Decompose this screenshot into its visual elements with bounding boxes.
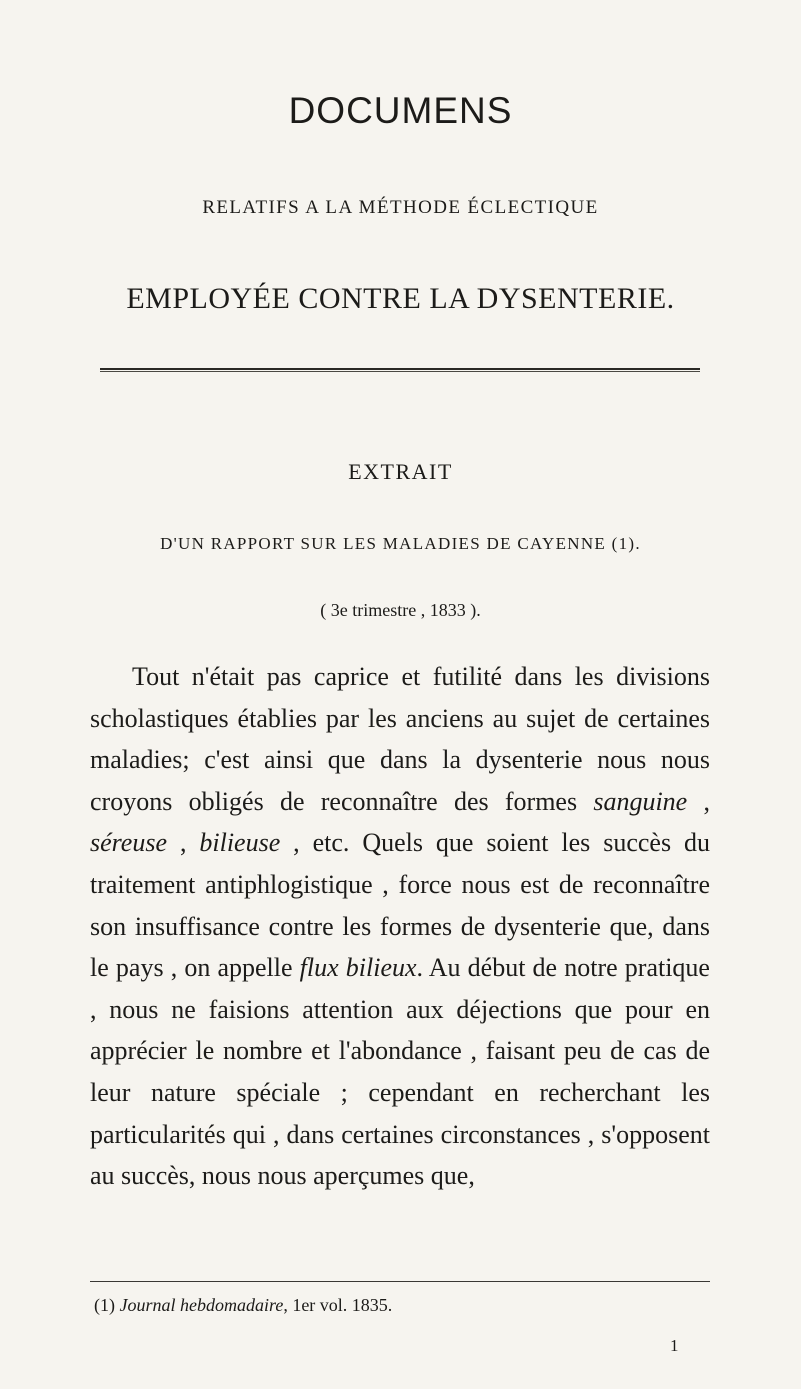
body-paragraph <box>90 656 710 1197</box>
document-subtitle: RELATIFS A LA MÉTHODE ÉCLECTIQUE <box>202 197 599 218</box>
footnote-rest: , 1er vol. 1835. <box>283 1295 393 1315</box>
body-text-5: . Au début de notre pratique , nous ne faisions attention aux déjections que pour en apprécier le nombre et l'abondance , faisant peu de cas de leur nature spéciale ; cependant en recherchant les particularités qui , dans certaines circonstances , s'opposent au succès, nous nous aperçumes que, <box>90 953 710 1191</box>
section-source <box>0 534 801 554</box>
section-source-text: D'UN RAPPORT SUR LES MALADIES DE CAYENNE <box>160 534 607 553</box>
section-heading: EXTRAIT <box>348 459 453 484</box>
footnote <box>94 1295 392 1316</box>
footnote-journal: Journal hebdomadaire <box>119 1295 284 1315</box>
document-title: DOCUMENS <box>288 90 513 131</box>
body-text-3: , <box>167 828 200 858</box>
body-italic-sereuse: séreuse <box>90 828 168 858</box>
body-italic-sanguine: sanguine <box>593 786 688 816</box>
body-italic-bilieuse: bilieuse <box>199 828 281 858</box>
section-date: ( 3e trimestre , 1833 ). <box>320 600 481 620</box>
body-text-4: , etc. Quels que soient les succès du traitement antiphlogistique , force nous est de reconnaître son insuffisance contre les formes de dysenterie que, dans le pays , on appelle <box>90 828 710 983</box>
footnote-divider <box>90 1281 710 1282</box>
footnote-marker: (1) <box>94 1295 115 1315</box>
body-italic-flux-bilieux: flux bilieux <box>299 953 417 983</box>
body-text-2: , <box>687 786 710 816</box>
page-number: 1 <box>670 1336 679 1355</box>
document-subtitle-2: EMPLOYÉE CONTRE LA DYSENTERIE. <box>126 282 675 315</box>
body-text-1: Tout n'était pas caprice et futilité dans les divisions scholastiques établies par les anciens au sujet de certaines maladies; c'est ainsi que dans la dysenterie nous nous croyons obligés de reconnaître des formes <box>90 662 710 816</box>
footnote-reference: (1). <box>611 534 641 553</box>
title-divider <box>100 368 700 372</box>
